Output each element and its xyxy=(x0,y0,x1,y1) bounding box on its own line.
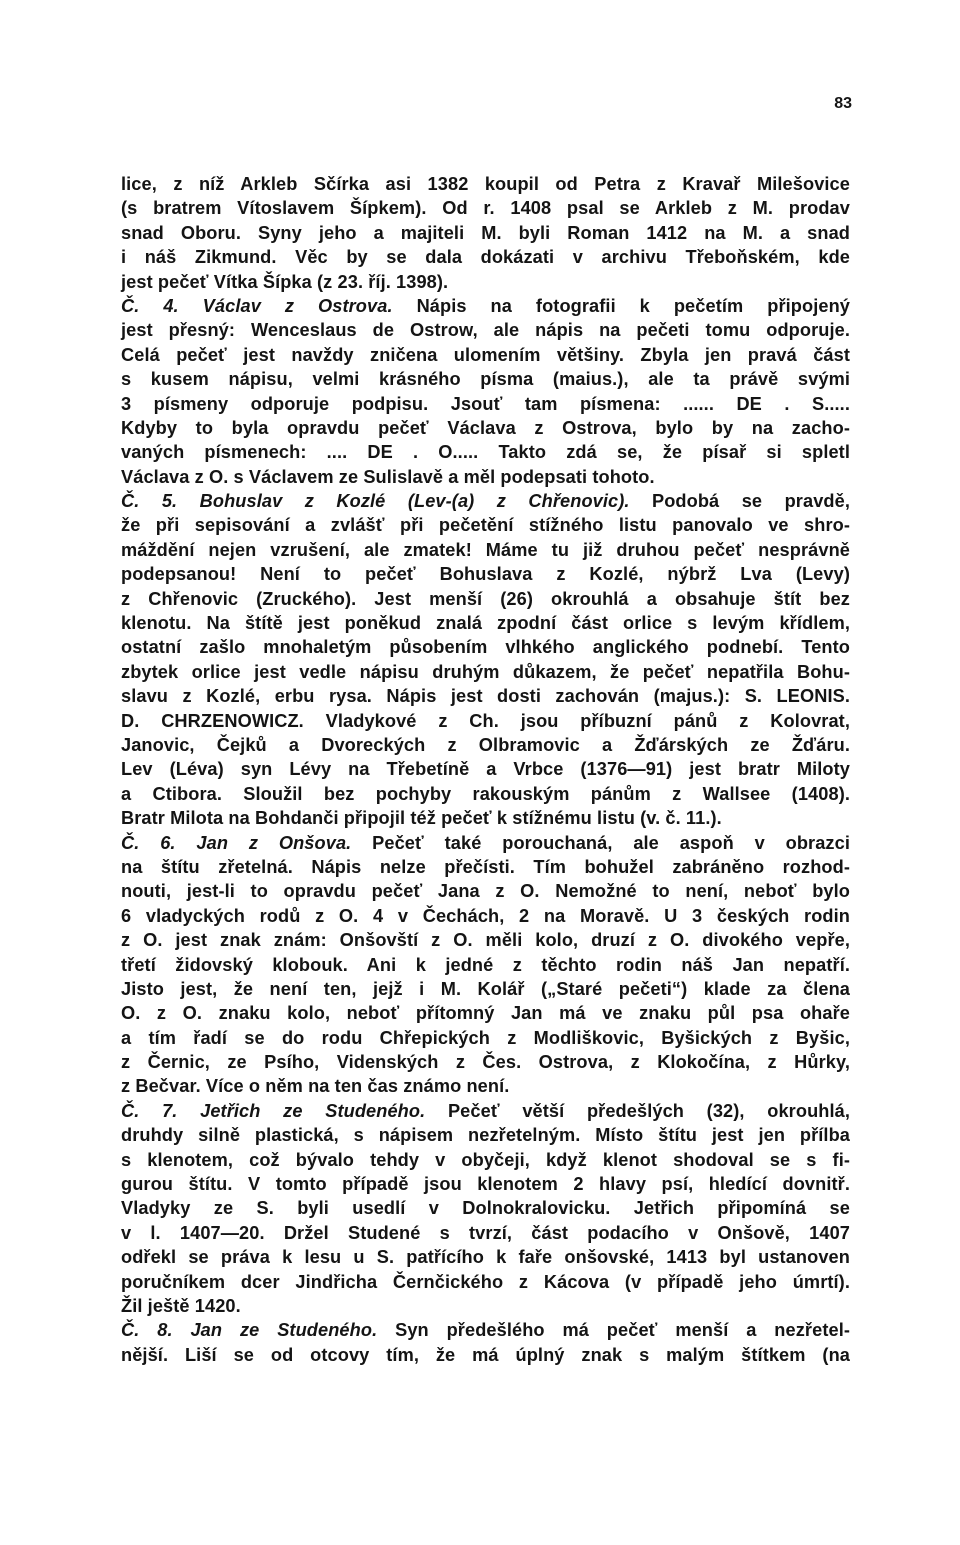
text-line xyxy=(121,977,850,1001)
section-heading: Č. 7. Jetřich ze Studeného. xyxy=(121,1100,426,1121)
text-line xyxy=(121,221,850,245)
text-line xyxy=(121,684,850,708)
text-run: i náš Zikmund. Věc by se dala dokázati v archivu Třeboňském, kde xyxy=(121,247,850,268)
text-line xyxy=(121,294,850,318)
text-run: a tím řadí se do rodu Chřepických z Modliškovic, Byšických z Byšic, xyxy=(121,1027,850,1048)
text-line xyxy=(121,879,850,903)
text-run: podepsanou! Není to pečeť Bohuslava z Kozlé, nýbrž Lva (Levy) xyxy=(121,564,850,585)
text-run: Lev (Léva) syn Lévy na Třebetíně a Vrbce (1376—91) jest bratr Miloty xyxy=(121,759,850,780)
text-run: O. z O. znaku kolo, neboť přítomný Jan má ve znaku půl psa ohaře xyxy=(121,1003,850,1024)
text-run: Bratr Milota na Bohdanči připojil též pečeť k stížnému listu (v. č. 11.). xyxy=(121,808,722,829)
text-run: Celá pečeť jest navždy zničena ulomením většiny. Zbyla jen pravá část xyxy=(121,344,850,365)
text-run: na štítu zřetelná. Nápis nelze přečísti. Tím bohužel zabráněno rozhod- xyxy=(121,856,850,877)
text-run: klenotu. Na štítě jest poněkud znalá zpodní část orlice s levým křídlem, xyxy=(121,613,850,634)
text-run: zbytek orlice jest vedle nápisu druhým důkazem, že pečeť nepatřila Bohu- xyxy=(121,661,850,682)
text-line xyxy=(121,953,850,977)
text-line xyxy=(121,1270,850,1294)
text-line xyxy=(121,196,850,220)
text-run: snad Oboru. Syny jeho a majiteli M. byli Roman 1412 na M. a snad xyxy=(121,222,850,243)
text-line xyxy=(121,489,850,513)
text-run: druhdy silně plastická, s nápisem nezřetelným. Místo štítu jest jen přílba xyxy=(121,1125,850,1146)
text-run: z Chřenovic (Zruckého). Jest menší (26) okrouhlá a obsahuje štít bez xyxy=(121,588,850,609)
text-line xyxy=(121,318,850,342)
text-line xyxy=(121,392,850,416)
text-run: z O. jest znak znám: Onšovští z O. měli kolo, druzí z O. divokého vepře, xyxy=(121,930,850,951)
text-run: Nápis na fotografii k pečetím připojený xyxy=(392,295,850,316)
text-line xyxy=(121,733,850,757)
section-heading: Č. 8. Jan ze Studeného. xyxy=(121,1320,378,1341)
text-line xyxy=(121,1196,850,1220)
text-line xyxy=(121,709,850,733)
text-run: Vladyky ze S. byli usedlí v Dolnokralovicku. Jetřich připomíná se xyxy=(121,1198,850,1219)
section-heading: Č. 4. Václav z Ostrova. xyxy=(121,295,393,316)
page-number: 83 xyxy=(834,95,852,112)
text-line xyxy=(121,245,850,269)
text-run: jest přesný: Wenceslaus de Ostrow, ale nápis na pečeti tomu odporuje. xyxy=(121,320,850,341)
text-line xyxy=(121,513,850,537)
text-run: máždění nejen vzrušení, ale zmatek! Máme tu již druhou pečeť nesprávně xyxy=(121,539,850,560)
text-line xyxy=(121,1294,850,1318)
text-line xyxy=(121,635,850,659)
text-line xyxy=(121,343,850,367)
text-run: nější. Liší se od otcovy tím, že má úplný znak s malým štítkem (na xyxy=(121,1344,850,1365)
text-run: v l. 1407—20. Držel Studené s tvrzí, část podacího v Onšově, 1407 xyxy=(121,1222,850,1243)
text-line xyxy=(121,465,850,489)
text-line xyxy=(121,1123,850,1147)
text-line xyxy=(121,1245,850,1269)
text-run: D. CHRZENOWICZ. Vladykové z Ch. jsou příbuzní pánů z Kolovrat, xyxy=(121,710,850,731)
text-line xyxy=(121,806,850,830)
text-line xyxy=(121,1148,850,1172)
text-line xyxy=(121,416,850,440)
text-run: 3 písmeny odporuje podpisu. Jsouť tam písmena: ...... DE . S..... xyxy=(121,393,850,414)
text-line xyxy=(121,1221,850,1245)
text-run: slavu z Kozlé, erbu rysa. Nápis jest dosti zachován (majus.): S. LEONIS. xyxy=(121,686,850,707)
text-line xyxy=(121,367,850,391)
text-run: gurou štítu. V tomto případě jsou klenotem 2 hlavy psí, hledící dovnitř. xyxy=(121,1174,850,1195)
text-line xyxy=(121,757,850,781)
text-line xyxy=(121,1050,850,1074)
text-run: Žil ještě 1420. xyxy=(121,1295,241,1316)
text-line xyxy=(121,172,850,196)
text-run: Kdyby to byla opravdu pečeť Václava z Ostrova, bylo by na zacho- xyxy=(121,417,850,438)
text-line xyxy=(121,928,850,952)
text-line xyxy=(121,782,850,806)
text-run: Syn předešlého má pečeť menší a nezřetel- xyxy=(377,1320,850,1341)
text-line xyxy=(121,855,850,879)
text-run: 6 vladyckých rodů z O. 4 v Čechách, 2 na Moravě. U 3 českých rodin xyxy=(121,905,850,926)
text-line xyxy=(121,1172,850,1196)
text-line xyxy=(121,1026,850,1050)
text-run: poručníkem dcer Jindřicha Černčického z Kácova (v případě jeho úmrtí). xyxy=(121,1271,850,1292)
text-run: Pečeť také porouchaná, ale aspoň v obrazci xyxy=(351,832,850,853)
text-line xyxy=(121,1318,850,1342)
text-run: a Ctibora. Sloužil bez pochyby rakouským pánům z Wallsee (1408). xyxy=(121,783,850,804)
text-run: Podobá se pravdě, xyxy=(629,491,850,512)
text-line xyxy=(121,611,850,635)
section-heading: Č. 5. Bohuslav z Kozlé (Lev-(a) z Chřenovic). xyxy=(121,491,630,512)
text-run: (s bratrem Vítoslavem Šípkem). Od r. 1408 psal se Arkleb z M. prodav xyxy=(121,198,850,219)
text-run: s kusem nápisu, velmi krásného písma (maius.), ale ta právě svými xyxy=(121,369,850,390)
text-run: že při sepisování a zvlášť při pečetění stížného listu panovalo ve shro- xyxy=(121,515,850,536)
text-line xyxy=(121,440,850,464)
text-line xyxy=(121,1074,850,1098)
text-run: třetí židovský klobouk. Ani k jedné z těchto rodin náš Jan nepatří. xyxy=(121,954,850,975)
section-heading: Č. 6. Jan z Onšova. xyxy=(121,832,352,853)
text-run: z Černic, ze Psího, Videnských z Čes. Ostrova, z Klokočína, z Hůrky, xyxy=(121,1052,850,1073)
text-run: Pečeť větší předešlých (32), okrouhlá, xyxy=(425,1100,851,1121)
text-run: Václava z O. s Václavem ze Sulislavě a měl podepsati tohoto. xyxy=(121,466,655,487)
text-run: ostatní zašlo mnohaletým působením vlhkého anglického podnebí. Tento xyxy=(121,637,850,658)
text-run: s klenotem, což bývalo tehdy v obyčeji, když klenot shodoval se s fi- xyxy=(121,1149,850,1170)
text-run: nouti, jest-li to opravdu pečeť Jana z O. Nemožné to není, neboť bylo xyxy=(121,881,850,902)
text-line xyxy=(121,270,850,294)
text-run: Jisto jest, že není ten, jejž i M. Kolář („Staré pečeti“) klade za člena xyxy=(121,978,850,999)
text-run: jest pečeť Vítka Šípka (z 23. říj. 1398). xyxy=(121,271,449,292)
text-run: z Bečvar. Více o něm na ten čas známo není. xyxy=(121,1076,510,1097)
body-text xyxy=(121,172,850,1367)
text-line xyxy=(121,538,850,562)
text-line xyxy=(121,1099,850,1123)
text-line xyxy=(121,904,850,928)
text-run: vaných písmenech: .... DE . O..... Takto zdá se, že písař si spletl xyxy=(121,442,850,463)
text-run: lice, z níž Arkleb Sčírka asi 1382 koupil od Petra z Kravař Milešovice xyxy=(121,174,850,194)
text-run: odřekl se práva k lesu u S. patřícího k faře onšovské, 1413 byl ustanoven xyxy=(121,1247,850,1268)
text-line xyxy=(121,660,850,684)
text-run: Janovic, Čejků a Dvoreckých z Olbramovic a Žďárských ze Žďáru. xyxy=(121,734,850,755)
text-line xyxy=(121,1001,850,1025)
text-line xyxy=(121,1343,850,1367)
text-line xyxy=(121,562,850,586)
text-line xyxy=(121,831,850,855)
text-line xyxy=(121,587,850,611)
